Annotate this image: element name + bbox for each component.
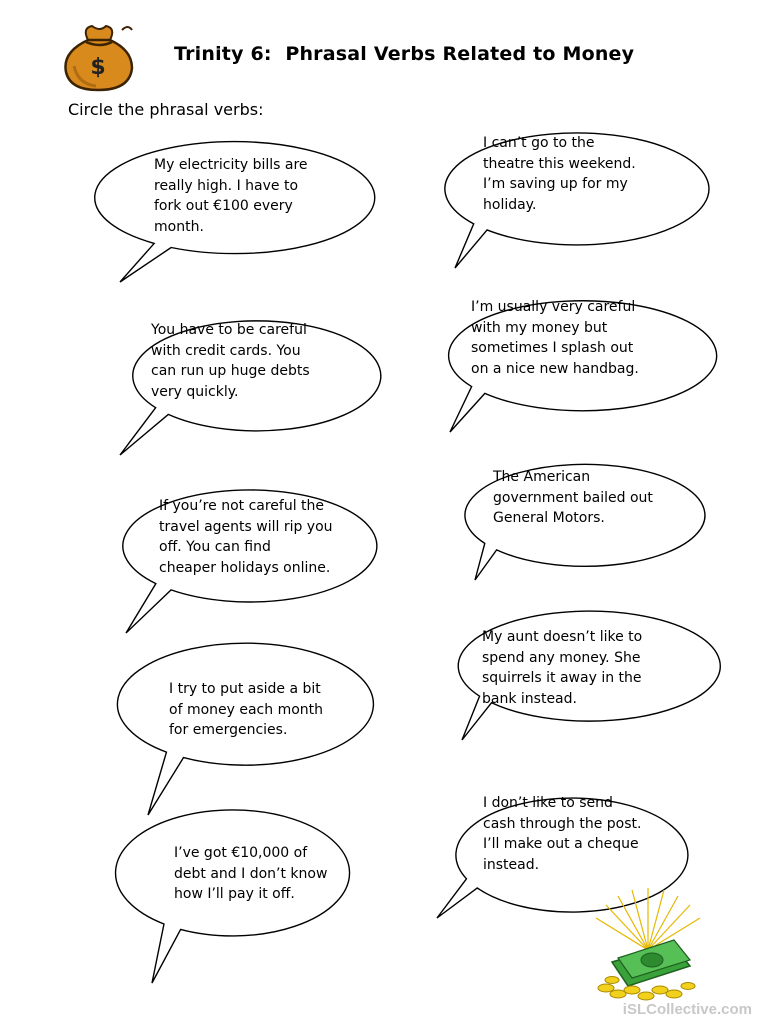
watermark-text: iSLCollective.com (622, 1001, 752, 1018)
bubble-text-10: I’ve got €10,000 of debt and I don’t know how I’ll pay it off. (174, 845, 328, 902)
bubble-text-8: I try to put aside a bit of money each month for emergencies. (169, 681, 324, 738)
bag-symbol: $ (90, 55, 106, 80)
bubble-text-7: My aunt doesn’t like to spend any money. She squirrels it away in the bank instead. (482, 629, 643, 707)
bubble-text-5: If you’re not careful the travel agents will rip you off. You can find cheaper holidays online. (159, 498, 333, 576)
page-title: Trinity 6: Phrasal Verbs Related to Money (174, 43, 635, 65)
bubble-text-2: I can’t go to the theatre this weekend. I’m saving up for my holiday. (483, 135, 636, 213)
instruction-text: Circle the phrasal verbs: (68, 100, 264, 119)
bubble-text-4: I’m usually very careful with my money but sometimes I splash out on a nice new handbag. (471, 299, 639, 377)
money-bag-icon (65, 26, 132, 90)
bubble-text-1: My electricity bills are really high. I have to fork out €100 every month. (154, 157, 308, 235)
bubble-text-6: The American government bailed out General Motors. (493, 469, 653, 526)
bubble-text-3: You have to be careful with credit cards. You can run up huge debts very quickly. (151, 322, 310, 400)
bubble-text-9: I don’t like to send cash through the post. I’ll make out a cheque instead. (483, 795, 642, 873)
